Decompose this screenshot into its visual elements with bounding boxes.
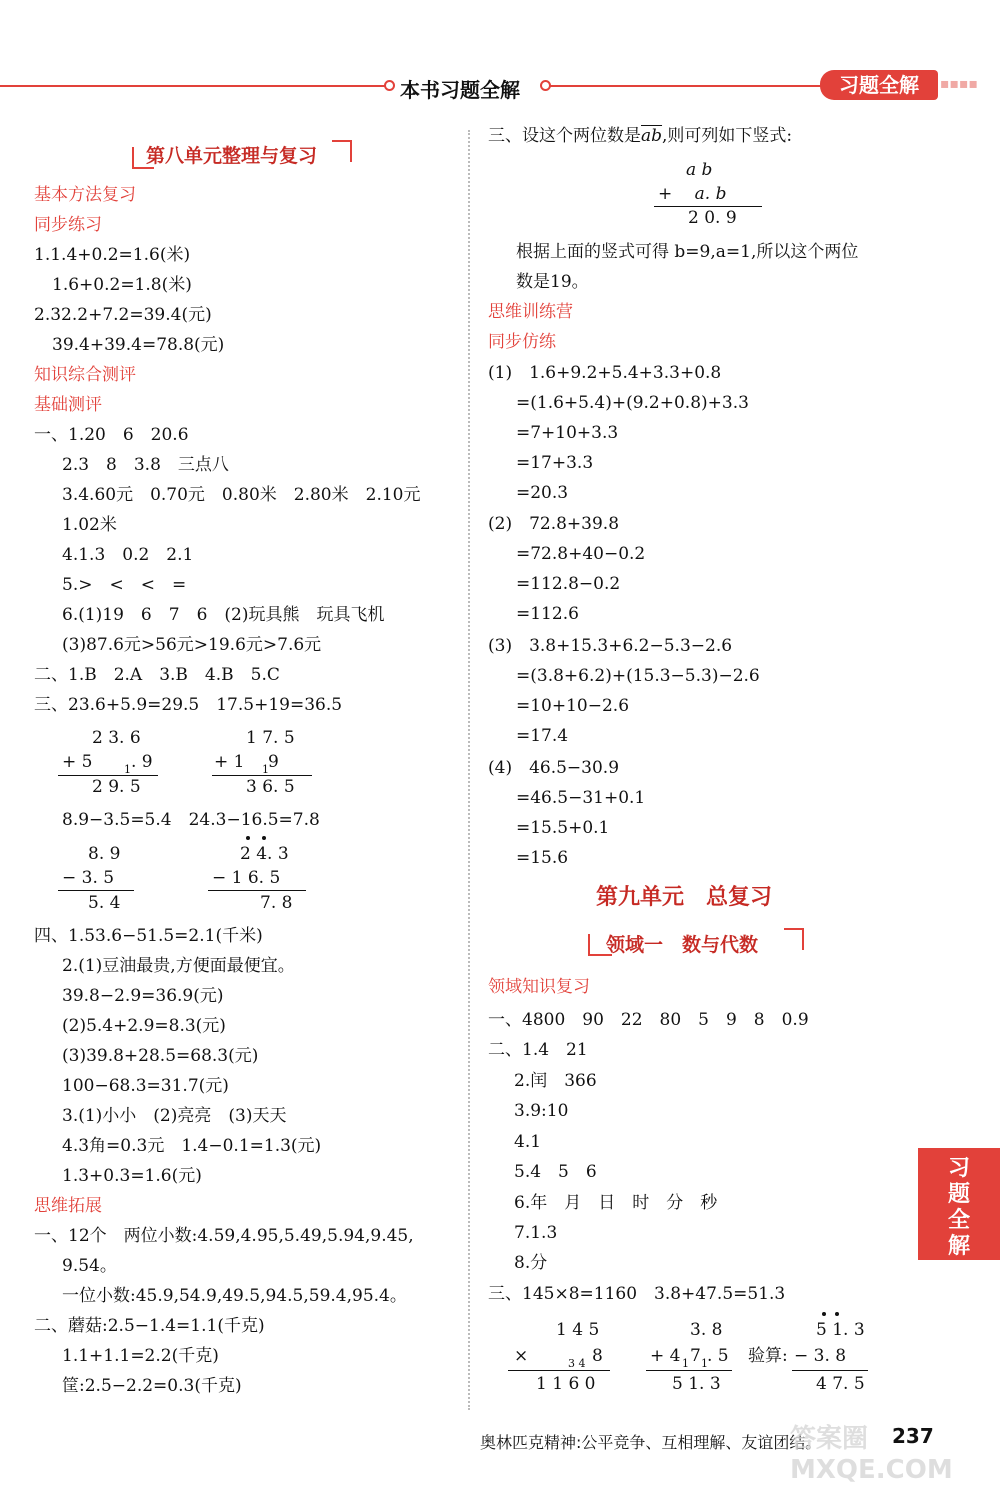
answer-line: 2.3 8 3.8 三点八	[62, 455, 229, 475]
header-dot-left	[384, 80, 395, 91]
carry-digit: 1	[701, 1357, 708, 1370]
answer-line: 7.1.3	[514, 1223, 558, 1243]
vertical-calc-row: + 4	[650, 1346, 681, 1366]
vertical-calc-rule	[654, 206, 762, 207]
answer-line: 39.8−2.9=36.9(元)	[62, 986, 224, 1006]
carry-digit: 3 4	[568, 1357, 586, 1370]
watermark: 答案圈 MXQE.COM	[790, 1424, 953, 1485]
calc-line: =20.3	[516, 483, 569, 503]
vertical-calc-row: 5 1. 3	[816, 1320, 865, 1340]
answer-line: 一、4800 90 22 80 5 9 8 0.9	[488, 1010, 809, 1030]
answer-line: 二、1.4 21	[488, 1040, 588, 1060]
answer-line: 二、蘑菇:2.5−1.4=1.1(千克)	[34, 1316, 265, 1336]
column-divider	[468, 130, 470, 1410]
domain1-title-frame-b	[784, 928, 804, 950]
answer-line: 8.分	[514, 1253, 548, 1273]
vertical-calc-row: 8	[592, 1346, 603, 1366]
vertical-calc-row: 1 7. 5	[246, 728, 295, 748]
answer-line: 3.(1)小小 (2)亮亮 (3)天天	[62, 1106, 287, 1126]
vertical-calc-row: 2 3. 6	[92, 728, 141, 748]
answer-line: 1.1.4+0.2=1.6(米)	[34, 245, 191, 265]
calc-line: =10+10−2.6	[516, 696, 630, 716]
unit8-title: 第八单元整理与复习	[146, 145, 318, 167]
answer-line: 4.3角=0.3元 1.4−0.1=1.3(元)	[62, 1136, 322, 1156]
header-rule-left	[0, 85, 385, 87]
calc-line: =112.8−0.2	[516, 574, 621, 594]
vertical-calc-rule	[646, 1370, 732, 1371]
header-badge: 习题全解	[820, 70, 938, 100]
calc-line: =15.5+0.1	[516, 818, 610, 838]
unit9-title: 第九单元 总复习	[596, 885, 773, 910]
calc-line: =17.4	[516, 726, 569, 746]
side-tab-label: 习题全解	[947, 1156, 970, 1259]
answer-line: 一位小数:45.9,54.9,49.5,94.5,59.4,95.4。	[62, 1286, 407, 1306]
page-header-title: 本书习题全解	[400, 78, 520, 102]
answer-line: 2.(1)豆油最贵,方便面最便宜。	[62, 956, 295, 976]
calc-line: =17+3.3	[516, 453, 594, 473]
header-rule-right	[550, 85, 822, 87]
answer-line: (2)5.4+2.9=8.3(元)	[62, 1016, 226, 1036]
answer-line: (3)87.6元>56元>19.6元>7.6元	[62, 635, 322, 655]
answer-line: 三、145×8=1160 3.8+47.5=51.3	[488, 1284, 786, 1304]
answer-line: 9.54。	[62, 1256, 117, 1276]
calc-line: =112.6	[516, 604, 579, 624]
vertical-calc-rule	[58, 890, 134, 891]
calc-line: (4) 46.5−30.9	[488, 758, 620, 778]
answer-line: 二、1.B 2.A 3.B 4.B 5.C	[34, 665, 280, 685]
answer-line: 3.4.60元 0.70元 0.80米 2.80米 2.10元	[62, 485, 421, 505]
answer-line: (3)39.8+28.5=68.3(元)	[62, 1046, 259, 1066]
header-decoration: ▪▪▪▪	[940, 76, 978, 92]
answer-line: 3.9:10	[514, 1101, 569, 1121]
vertical-calc-row: 9	[268, 752, 279, 772]
heading-knowledge-test: 知识综合测评	[34, 365, 136, 385]
overlined-number: $\overline{ab}$	[641, 126, 663, 146]
footer-motto: 奥林匹克精神:公平竞争、互相理解、友谊团结。	[480, 1433, 822, 1452]
calc-line: (3) 3.8+15.3+6.2−5.3−2.6	[488, 636, 733, 656]
vertical-calc-row: 8. 9	[88, 844, 121, 864]
vertical-calc-row: 2 0. 9	[688, 208, 737, 228]
heading-basic-method: 基本方法复习	[34, 185, 136, 205]
vertical-calc-rule	[208, 890, 306, 891]
carry-digit: 1	[124, 763, 131, 776]
vertical-calc-row: 1 1 6 0	[536, 1374, 596, 1394]
vertical-calc-row: 3 6. 5	[246, 777, 295, 797]
vertical-calc-row: 2 4. 3	[240, 844, 289, 864]
answer-line: 6.年 月 日 时 分 秒	[514, 1193, 718, 1213]
calc-line: =72.8+40−0.2	[516, 544, 646, 564]
vertical-calc-row: 3. 8	[690, 1320, 723, 1340]
answer-text: 三、设这个两位数是	[488, 126, 641, 146]
answer-line: 一、1.20 6 20.6	[34, 425, 189, 445]
carry-digit: 1	[262, 763, 269, 776]
vertical-calc-row: + 1	[214, 752, 245, 772]
calc-line: =46.5−31+0.1	[516, 788, 646, 808]
vertical-calc-row: 1 4 5	[556, 1320, 600, 1340]
side-tab	[918, 1148, 1000, 1260]
calc-line: =15.6	[516, 848, 569, 868]
answer-line: 5.4 5 6	[514, 1162, 597, 1182]
answer-line: 三、23.6+5.9=29.5 17.5+19=36.5	[34, 695, 343, 715]
vertical-calc-row: − 1 6. 5	[212, 868, 281, 888]
answer-line: 1.02米	[62, 515, 117, 535]
vertical-calc-row: . 5	[707, 1346, 729, 1366]
calc-line: (1) 1.6+9.2+5.4+3.3+0.8	[488, 363, 722, 383]
answer-line: 1.1+1.1=2.2(千克)	[62, 1346, 219, 1366]
check-label: 验算:	[748, 1346, 788, 1366]
answer-line: 数是19。	[516, 272, 589, 292]
borrow-dot	[822, 1312, 826, 1316]
calc-line: =7+10+3.3	[516, 423, 619, 443]
answer-line: 筐:2.5−2.2=0.3(千克)	[62, 1376, 242, 1396]
heading-sync-imitation: 同步仿练	[488, 332, 556, 352]
calc-line: =(3.8+6.2)+(15.3−5.3)−2.6	[516, 666, 760, 686]
calc-line: =(1.6+5.4)+(9.2+0.8)+3.3	[516, 393, 749, 413]
vertical-calc-row: ×	[514, 1346, 529, 1366]
vertical-calc-row: 4 7. 5	[816, 1374, 865, 1394]
answer-line: 一、12个 两位小数:4.59,4.95,5.49,5.94,9.45,	[34, 1226, 414, 1246]
borrow-dot	[246, 836, 250, 840]
answer-line: 4.1.3 0.2 2.1	[62, 545, 194, 565]
vertical-calc-row: 2 9. 5	[92, 777, 141, 797]
answer-line: 1.6+0.2=1.8(米)	[52, 275, 192, 295]
heading-thinking-camp: 思维训练营	[488, 302, 573, 322]
vertical-calc-row: + 5	[62, 752, 93, 772]
heading-thinking-expansion: 思维拓展	[34, 1196, 102, 1216]
vertical-calc-rule	[508, 1370, 610, 1371]
vertical-calc-row: + a. b	[658, 184, 727, 204]
vertical-calc-rule	[58, 775, 158, 776]
answer-line: 2.闰 366	[514, 1071, 597, 1091]
heading-sync-practice: 同步练习	[34, 215, 102, 235]
answer-line: 39.4+39.4=78.8(元)	[52, 335, 225, 355]
answer-line: 四、1.53.6−51.5=2.1(千米)	[34, 926, 263, 946]
answer-line: 6.(1)19 6 7 6 (2)玩具熊 玩具飞机	[62, 605, 385, 625]
answer-line	[488, 126, 792, 146]
answer-line: 100−68.3=31.7(元)	[62, 1076, 229, 1096]
unit8-title-frame-b	[332, 140, 352, 162]
carry-digit: 1	[682, 1357, 689, 1370]
heading-domain-review: 领域知识复习	[488, 977, 590, 997]
vertical-calc-row: 7. 8	[260, 893, 293, 913]
answer-line: 1.3+0.3=1.6(元)	[62, 1166, 202, 1186]
vertical-calc-row: − 3. 8	[794, 1346, 847, 1366]
vertical-calc-row: 5 1. 3	[672, 1374, 721, 1394]
borrow-dot	[262, 836, 266, 840]
answer-line: 5.> < < =	[62, 575, 187, 595]
vertical-calc-rule	[212, 775, 312, 776]
domain1-title: 领域一 数与代数	[606, 934, 759, 956]
vertical-calc-row: a b	[686, 160, 713, 180]
vertical-calc-row: 7	[690, 1346, 701, 1366]
borrow-dot	[835, 1312, 839, 1316]
calc-line: (2) 72.8+39.8	[488, 514, 620, 534]
answer-line: 4.1	[514, 1132, 542, 1152]
vertical-calc-rule	[792, 1370, 868, 1371]
vertical-calc-row: . 9	[131, 752, 153, 772]
page-number: 237	[892, 1424, 934, 1448]
answer-line: 2.32.2+7.2=39.4(元)	[34, 305, 212, 325]
vertical-calc-row: 5. 4	[88, 893, 121, 913]
answer-text: ,则可列如下竖式:	[662, 126, 793, 146]
answer-line: 根据上面的竖式可得 b=9,a=1,所以这个两位	[516, 242, 859, 262]
vertical-calc-row: − 3. 5	[62, 868, 115, 888]
heading-basic-test: 基础测评	[34, 395, 102, 415]
answer-line: 8.9−3.5=5.4 24.3−16.5=7.8	[62, 810, 320, 830]
